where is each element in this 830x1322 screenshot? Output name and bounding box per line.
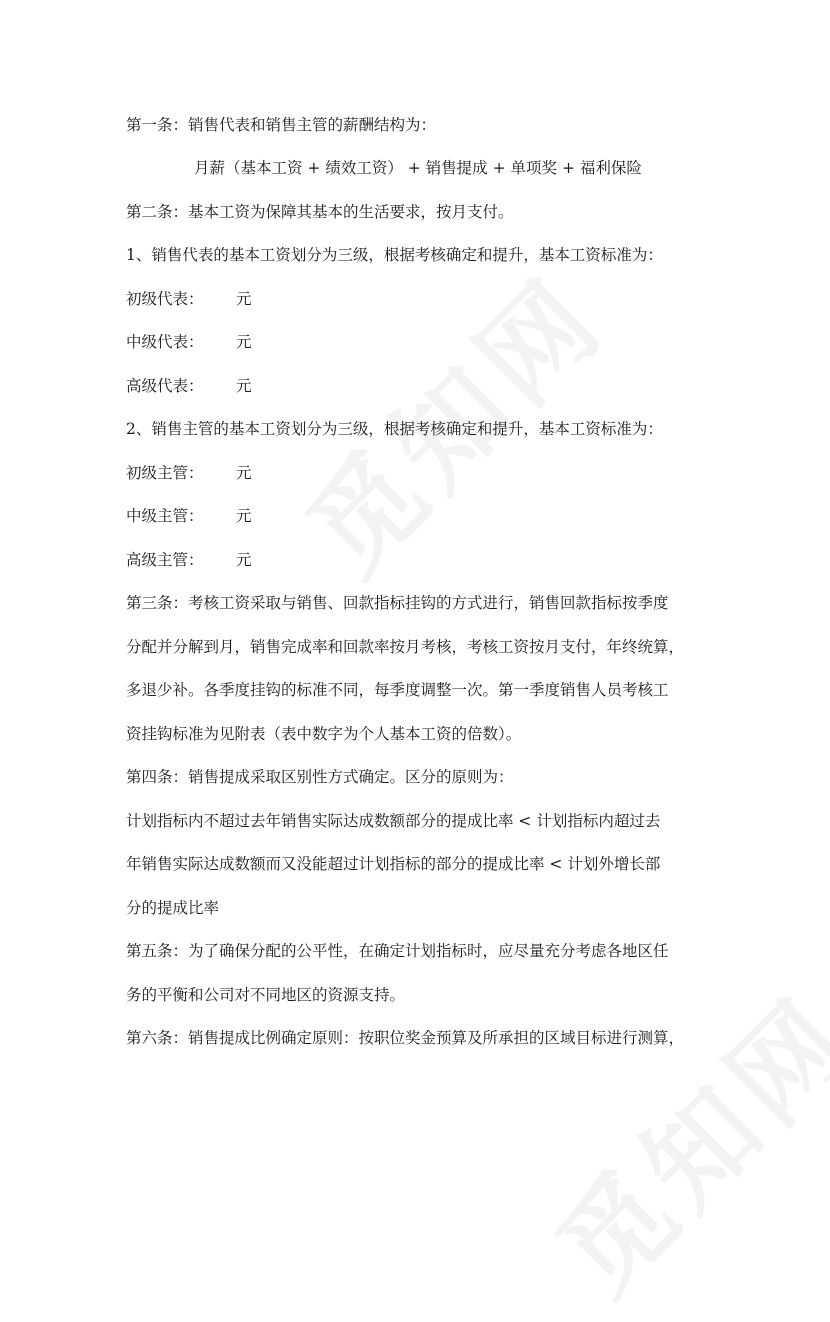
section-1-title: 1、销售代表的基本工资划分为三级，根据考核确定和提升，基本工资标准为： (126, 246, 663, 264)
rep-level-junior (126, 288, 716, 310)
level-unit: 元 (236, 464, 252, 482)
level-unit: 元 (236, 377, 252, 395)
article-4-line: 年销售实际达成数额而又没能超过计划指标的部分的提成比率 < 计划外增长部 (126, 855, 661, 873)
article-3-line: 第三条：考核工资采取与销售、回款指标挂钩的方式进行，销售回款指标按季度 (126, 594, 669, 612)
level-label: 初级代表： (126, 290, 204, 308)
level-label: 中级主管： (126, 507, 204, 525)
article-4-title: 第四条：销售提成采取区别性方式确定。区分的原则为： (126, 768, 514, 786)
level-unit: 元 (236, 290, 252, 308)
watermark-bottom (517, 956, 830, 1322)
rep-level-senior (126, 375, 716, 397)
mgr-level-middle (126, 505, 716, 527)
article-4-line: 计划指标内不超过去年销售实际达成数额部分的提成比率 < 计划指标内超过去 (126, 812, 661, 830)
rep-level-middle (126, 331, 716, 353)
article-1-title: 第一条：销售代表和销售主管的薪酬结构为： (126, 116, 437, 134)
article-3-line: 资挂钩标准为见附表（表中数字为个人基本工资的倍数）。 (126, 725, 522, 743)
level-unit: 元 (236, 551, 252, 569)
article-2-title: 第二条：基本工资为保障其基本的生活要求，按月支付。 (126, 203, 514, 221)
article-3-line: 多退少补。各季度挂钩的标准不同，每季度调整一次。第一季度销售人员考核工 (126, 681, 669, 699)
level-label: 初级主管： (126, 464, 204, 482)
mgr-level-senior (126, 549, 716, 571)
section-2-title: 2、销售主管的基本工资划分为三级，根据考核确定和提升，基本工资标准为： (126, 420, 663, 438)
level-unit: 元 (236, 333, 252, 351)
salary-formula: 月薪（基本工资 + 绩效工资） + 销售提成 + 单项奖 + 福利保险 (194, 159, 642, 177)
level-label: 中级代表： (126, 333, 204, 351)
mgr-level-junior (126, 462, 716, 484)
article-3-line: 分配并分解到月，销售完成率和回款率按月考核，考核工资按月支付，年终统算， (126, 638, 685, 656)
article-5-line: 第五条：为了确保分配的公平性，在确定计划指标时，应尽量充分考虑各地区任 (126, 942, 669, 960)
article-5-line: 务的平衡和公司对不同地区的资源支持。 (126, 986, 406, 1004)
level-label: 高级主管： (126, 551, 204, 569)
article-6-line: 第六条：销售提成比例确定原则：按职位奖金预算及所承担的区域目标进行测算， (126, 1029, 685, 1047)
level-label: 高级代表： (126, 377, 204, 395)
article-4-line: 分的提成比率 (126, 899, 220, 917)
level-unit: 元 (236, 507, 252, 525)
